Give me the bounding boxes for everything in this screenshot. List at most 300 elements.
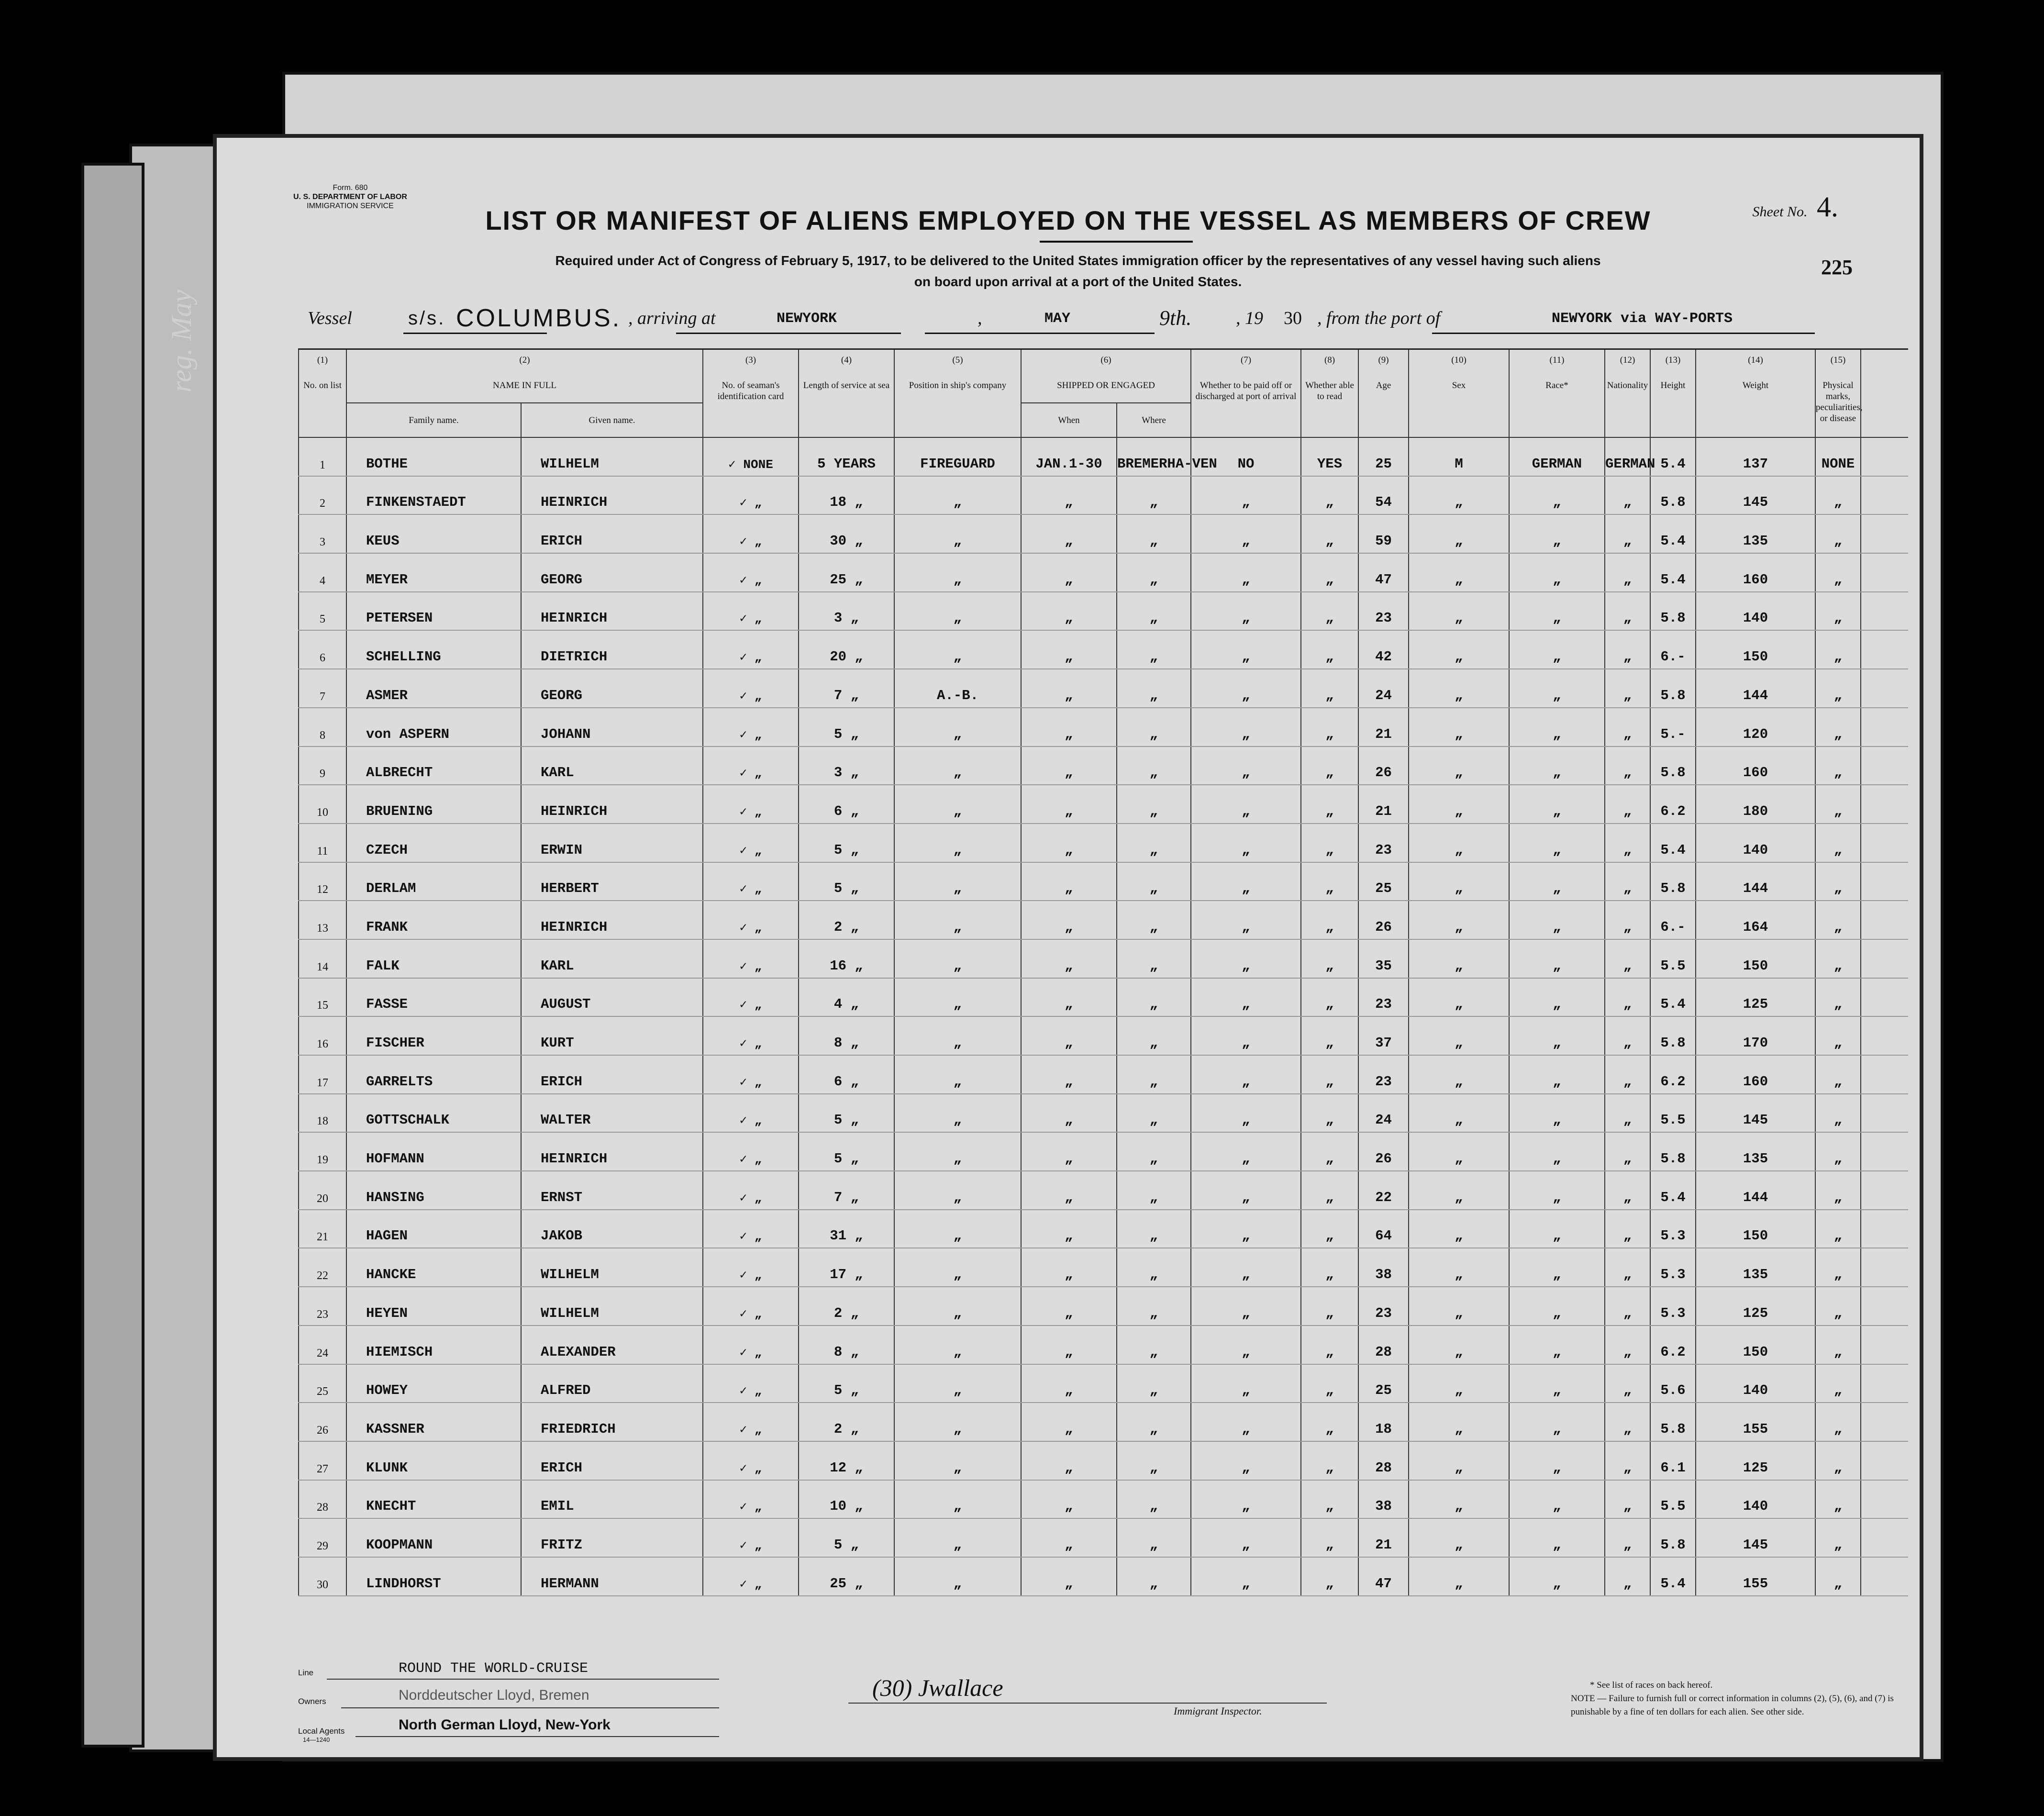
paid-off-cell: „ xyxy=(1191,1441,1301,1480)
nationality-cell: „ xyxy=(1605,1403,1650,1441)
family-name-cell: LINDHORST xyxy=(346,1557,521,1596)
nationality-cell: „ xyxy=(1605,1287,1650,1326)
shipped-when-cell: „ xyxy=(1021,939,1117,978)
height-cell: 6.- xyxy=(1650,630,1696,669)
age-cell: 22 xyxy=(1358,1171,1409,1210)
card-number-cell: ✓ „ xyxy=(703,1055,799,1094)
age-cell: 21 xyxy=(1358,708,1409,746)
position-cell: „ xyxy=(894,592,1021,631)
spare-cell xyxy=(1861,592,1908,631)
card-number-cell: ✓ „ xyxy=(703,1403,799,1441)
physical-marks-cell: „ xyxy=(1815,824,1861,862)
position-cell: „ xyxy=(894,1055,1021,1094)
shipped-when-cell: „ xyxy=(1021,708,1117,746)
sex-cell: „ xyxy=(1409,1441,1509,1480)
row-number-cell: 8 xyxy=(299,708,346,746)
card-number-cell: ✓ „ xyxy=(703,1248,799,1287)
given-name-cell: KARL xyxy=(521,746,703,785)
agents-label: Local Agents xyxy=(298,1727,345,1736)
sheet-number-value: 4. xyxy=(1817,191,1838,223)
race-cell: „ xyxy=(1509,630,1605,669)
col-header-nationality: (12) Nationality xyxy=(1605,349,1650,438)
paid-off-cell: „ xyxy=(1191,1016,1301,1055)
physical-marks-cell: „ xyxy=(1815,939,1861,978)
sex-cell: M xyxy=(1409,437,1509,476)
position-cell: „ xyxy=(894,1210,1021,1248)
shipped-where-cell: „ xyxy=(1117,746,1191,785)
subtitle-line-2: on board upon arrival at a port of the United States. xyxy=(914,274,1242,289)
card-number-cell: ✓ „ xyxy=(703,939,799,978)
position-cell: A.-B. xyxy=(894,669,1021,708)
service-length-cell: 16 „ xyxy=(799,939,894,978)
paid-off-cell: „ xyxy=(1191,978,1301,1017)
shipped-when-cell: „ xyxy=(1021,1210,1117,1248)
service: IMMIGRATION SERVICE xyxy=(307,202,394,210)
age-cell: 25 xyxy=(1358,1364,1409,1403)
spare-cell xyxy=(1861,669,1908,708)
able-to-read-cell: „ xyxy=(1301,1326,1358,1364)
physical-marks-cell: „ xyxy=(1815,901,1861,939)
race-cell: „ xyxy=(1509,1518,1605,1557)
height-cell: 6.2 xyxy=(1650,1055,1696,1094)
nationality-cell: GERMAN xyxy=(1605,437,1650,476)
race-cell: „ xyxy=(1509,1248,1605,1287)
shipped-where-cell: „ xyxy=(1117,708,1191,746)
physical-marks-cell: „ xyxy=(1815,669,1861,708)
col-header-where: Where xyxy=(1117,403,1191,437)
sex-cell: „ xyxy=(1409,1480,1509,1519)
given-name-cell: HERBERT xyxy=(521,862,703,901)
service-length-cell: 12 „ xyxy=(799,1441,894,1480)
row-number-cell: 24 xyxy=(299,1326,346,1364)
table-row xyxy=(299,746,1908,785)
family-name-cell: HANSING xyxy=(346,1171,521,1210)
service-length-cell: 5 YEARS xyxy=(799,437,894,476)
height-cell: 6.2 xyxy=(1650,1326,1696,1364)
paid-off-cell: „ xyxy=(1191,1210,1301,1248)
able-to-read-cell: „ xyxy=(1301,1132,1358,1171)
weight-cell: 140 xyxy=(1696,1480,1815,1519)
inspector-signature: (30) Jwallace xyxy=(872,1674,1003,1701)
position-cell: „ xyxy=(894,978,1021,1017)
page-title: LIST OR MANIFEST OF ALIENS EMPLOYED ON THE VESSEL AS MEMBERS OF CREW xyxy=(485,205,1651,235)
table-row xyxy=(299,1287,1908,1326)
weight-cell: 160 xyxy=(1696,553,1815,592)
line-label: Line xyxy=(298,1668,314,1677)
date-underline xyxy=(925,333,1155,334)
able-to-read-cell: „ xyxy=(1301,939,1358,978)
sex-cell: „ xyxy=(1409,1287,1509,1326)
age-cell: 25 xyxy=(1358,437,1409,476)
table-row xyxy=(299,630,1908,669)
nationality-cell: „ xyxy=(1605,1016,1650,1055)
col-header-age: (9) Age xyxy=(1358,349,1409,438)
physical-marks-cell: „ xyxy=(1815,1171,1861,1210)
given-name-cell: WALTER xyxy=(521,1094,703,1133)
able-to-read-cell: „ xyxy=(1301,514,1358,553)
age-cell: 23 xyxy=(1358,978,1409,1017)
table-row xyxy=(299,1480,1908,1519)
nationality-cell: „ xyxy=(1605,1210,1650,1248)
service-length-cell: 6 „ xyxy=(799,1055,894,1094)
race-cell: „ xyxy=(1509,1441,1605,1480)
position-cell: „ xyxy=(894,514,1021,553)
spare-cell xyxy=(1861,1403,1908,1441)
shipped-when-cell: „ xyxy=(1021,514,1117,553)
able-to-read-cell: „ xyxy=(1301,1055,1358,1094)
spare-cell xyxy=(1861,1326,1908,1364)
family-name-cell: KLUNK xyxy=(346,1441,521,1480)
age-cell: 59 xyxy=(1358,514,1409,553)
family-name-cell: FALK xyxy=(346,939,521,978)
line-underline xyxy=(327,1679,719,1680)
race-cell: „ xyxy=(1509,785,1605,824)
paid-off-cell: „ xyxy=(1191,939,1301,978)
department: U. S. DEPARTMENT OF LABOR xyxy=(293,193,407,201)
nationality-cell: „ xyxy=(1605,785,1650,824)
race-cell: „ xyxy=(1509,1364,1605,1403)
weight-cell: 125 xyxy=(1696,978,1815,1017)
position-cell: „ xyxy=(894,785,1021,824)
shipped-where-cell: „ xyxy=(1117,1326,1191,1364)
shipped-when-cell: „ xyxy=(1021,669,1117,708)
shipped-when-cell: „ xyxy=(1021,1403,1117,1441)
spare-cell xyxy=(1861,746,1908,785)
paid-off-cell: „ xyxy=(1191,824,1301,862)
sex-cell: „ xyxy=(1409,1016,1509,1055)
given-name-cell: GEORG xyxy=(521,669,703,708)
row-number-cell: 10 xyxy=(299,785,346,824)
paid-off-cell: „ xyxy=(1191,592,1301,631)
nationality-cell: „ xyxy=(1605,746,1650,785)
physical-marks-cell: „ xyxy=(1815,1055,1861,1094)
table-row xyxy=(299,1055,1908,1094)
age-cell: 23 xyxy=(1358,592,1409,631)
height-cell: 5.8 xyxy=(1650,862,1696,901)
nationality-cell: „ xyxy=(1605,1094,1650,1133)
footer xyxy=(298,1660,1894,1750)
given-name-cell: WILHELM xyxy=(521,1248,703,1287)
manifest-sheet xyxy=(213,134,1923,1761)
col-header-spare xyxy=(1861,349,1908,438)
given-name-cell: HEINRICH xyxy=(521,592,703,631)
weight-cell: 150 xyxy=(1696,1210,1815,1248)
shipped-when-cell: „ xyxy=(1021,746,1117,785)
family-name-cell: FISCHER xyxy=(346,1016,521,1055)
height-cell: 5.3 xyxy=(1650,1287,1696,1326)
shipped-where-cell: „ xyxy=(1117,1557,1191,1596)
vessel-label: Vessel xyxy=(308,308,352,328)
age-cell: 23 xyxy=(1358,1287,1409,1326)
family-name-cell: BRUENING xyxy=(346,785,521,824)
nationality-cell: „ xyxy=(1605,862,1650,901)
physical-marks-cell: „ xyxy=(1815,592,1861,631)
col-header-service: (4) Length of service at sea xyxy=(799,349,894,438)
height-cell: 5.8 xyxy=(1650,1403,1696,1441)
service-length-cell: 2 „ xyxy=(799,1287,894,1326)
able-to-read-cell: „ xyxy=(1301,1287,1358,1326)
agents-underline xyxy=(355,1736,719,1737)
card-number-cell: ✓ „ xyxy=(703,1364,799,1403)
service-length-cell: 10 „ xyxy=(799,1480,894,1519)
able-to-read-cell: „ xyxy=(1301,785,1358,824)
weight-cell: 145 xyxy=(1696,1094,1815,1133)
race-cell: „ xyxy=(1509,1132,1605,1171)
given-name-cell: HERMANN xyxy=(521,1557,703,1596)
spare-cell xyxy=(1861,1055,1908,1094)
race-cell: „ xyxy=(1509,824,1605,862)
race-cell: „ xyxy=(1509,901,1605,939)
weight-cell: 125 xyxy=(1696,1441,1815,1480)
physical-marks-cell: „ xyxy=(1815,1094,1861,1133)
row-number-cell: 7 xyxy=(299,669,346,708)
position-cell: FIREGUARD xyxy=(894,437,1021,476)
physical-marks-cell: „ xyxy=(1815,630,1861,669)
card-number-cell: ✓ NONE xyxy=(703,437,799,476)
margin-note: reg. May xyxy=(166,290,197,392)
height-cell: 5.8 xyxy=(1650,592,1696,631)
paid-off-cell: „ xyxy=(1191,1518,1301,1557)
col-header-marks: (15) Physical marks, peculiarities, or disease xyxy=(1815,349,1861,438)
able-to-read-cell: „ xyxy=(1301,1557,1358,1596)
able-to-read-cell: „ xyxy=(1301,862,1358,901)
able-to-read-cell: „ xyxy=(1301,746,1358,785)
position-cell: „ xyxy=(894,1364,1021,1403)
table-row xyxy=(299,592,1908,631)
physical-marks-cell: NONE xyxy=(1815,437,1861,476)
age-cell: 25 xyxy=(1358,862,1409,901)
paid-off-cell: „ xyxy=(1191,553,1301,592)
height-cell: 5.4 xyxy=(1650,1557,1696,1596)
nationality-cell: „ xyxy=(1605,1480,1650,1519)
col-header-read: (8) Whether able to read xyxy=(1301,349,1358,438)
shipped-when-cell: „ xyxy=(1021,1171,1117,1210)
nationality-cell: „ xyxy=(1605,553,1650,592)
row-number-cell: 18 xyxy=(299,1094,346,1133)
height-cell: 5.3 xyxy=(1650,1210,1696,1248)
service-length-cell: 20 „ xyxy=(799,630,894,669)
shipped-where-cell: „ xyxy=(1117,978,1191,1017)
able-to-read-cell: „ xyxy=(1301,553,1358,592)
age-cell: 38 xyxy=(1358,1480,1409,1519)
table-row xyxy=(299,476,1908,515)
able-to-read-cell: „ xyxy=(1301,476,1358,515)
paid-off-cell: „ xyxy=(1191,1287,1301,1326)
age-cell: 28 xyxy=(1358,1326,1409,1364)
title-rule xyxy=(1040,241,1193,243)
card-number-cell: ✓ „ xyxy=(703,1557,799,1596)
given-name-cell: HEINRICH xyxy=(521,901,703,939)
physical-marks-cell: „ xyxy=(1815,1248,1861,1287)
weight-cell: 155 xyxy=(1696,1403,1815,1441)
race-cell: „ xyxy=(1509,1403,1605,1441)
service-length-cell: 8 „ xyxy=(799,1016,894,1055)
spare-cell xyxy=(1861,1287,1908,1326)
given-name-cell: KARL xyxy=(521,939,703,978)
spare-cell xyxy=(1861,1557,1908,1596)
table-row xyxy=(299,1248,1908,1287)
weight-cell: 160 xyxy=(1696,1055,1815,1094)
age-cell: 37 xyxy=(1358,1016,1409,1055)
position-cell: „ xyxy=(894,901,1021,939)
sex-cell: „ xyxy=(1409,785,1509,824)
able-to-read-cell: „ xyxy=(1301,1518,1358,1557)
physical-marks-cell: „ xyxy=(1815,1287,1861,1326)
weight-cell: 170 xyxy=(1696,1016,1815,1055)
shipped-where-cell: „ xyxy=(1117,1210,1191,1248)
sex-cell: „ xyxy=(1409,1210,1509,1248)
nationality-cell: „ xyxy=(1605,1055,1650,1094)
paid-off-cell: „ xyxy=(1191,785,1301,824)
shipped-where-cell: „ xyxy=(1117,1287,1191,1326)
height-cell: 5.5 xyxy=(1650,1480,1696,1519)
race-cell: „ xyxy=(1509,592,1605,631)
height-cell: 5.6 xyxy=(1650,1364,1696,1403)
physical-marks-cell: „ xyxy=(1815,708,1861,746)
col-header-paid-off: (7) Whether to be paid off or discharged at port of arrival xyxy=(1191,349,1301,438)
voyage-line xyxy=(293,304,1853,336)
card-number-cell: ✓ „ xyxy=(703,1094,799,1133)
given-name-cell: JOHANN xyxy=(521,708,703,746)
card-number-cell: ✓ „ xyxy=(703,669,799,708)
owners-label: Owners xyxy=(298,1697,326,1706)
shipped-when-cell: „ xyxy=(1021,1287,1117,1326)
row-number-cell: 2 xyxy=(299,476,346,515)
race-cell: „ xyxy=(1509,862,1605,901)
race-cell: „ xyxy=(1509,708,1605,746)
shipped-when-cell: „ xyxy=(1021,785,1117,824)
height-cell: 5.8 xyxy=(1650,476,1696,515)
service-length-cell: 17 „ xyxy=(799,1248,894,1287)
card-number-cell: ✓ „ xyxy=(703,901,799,939)
given-name-cell: AUGUST xyxy=(521,978,703,1017)
shipped-where-cell: „ xyxy=(1117,1403,1191,1441)
family-name-cell: KNECHT xyxy=(346,1480,521,1519)
age-cell: 26 xyxy=(1358,746,1409,785)
page-number: 225 xyxy=(1821,256,1853,279)
weight-cell: 125 xyxy=(1696,1287,1815,1326)
position-cell: „ xyxy=(894,1557,1021,1596)
sex-cell: „ xyxy=(1409,1248,1509,1287)
position-cell: „ xyxy=(894,1171,1021,1210)
shipped-when-cell: „ xyxy=(1021,1557,1117,1596)
able-to-read-cell: „ xyxy=(1301,1094,1358,1133)
given-name-cell: EMIL xyxy=(521,1480,703,1519)
race-cell: „ xyxy=(1509,553,1605,592)
shipped-when-cell: „ xyxy=(1021,476,1117,515)
nationality-cell: „ xyxy=(1605,978,1650,1017)
sex-cell: „ xyxy=(1409,1518,1509,1557)
height-cell: 5.8 xyxy=(1650,1518,1696,1557)
given-name-cell: KURT xyxy=(521,1016,703,1055)
shipped-when-cell: „ xyxy=(1021,1326,1117,1364)
position-cell: „ xyxy=(894,1403,1021,1441)
sex-cell: „ xyxy=(1409,978,1509,1017)
family-name-cell: SCHELLING xyxy=(346,630,521,669)
able-to-read-cell: „ xyxy=(1301,1480,1358,1519)
given-name-cell: FRITZ xyxy=(521,1518,703,1557)
nationality-cell: „ xyxy=(1605,708,1650,746)
spare-cell xyxy=(1861,514,1908,553)
paid-off-cell: „ xyxy=(1191,476,1301,515)
card-number-cell: ✓ „ xyxy=(703,824,799,862)
weight-cell: 160 xyxy=(1696,746,1815,785)
year-suffix: 30 xyxy=(1284,308,1302,328)
shipped-where-cell: „ xyxy=(1117,1518,1191,1557)
spare-cell xyxy=(1861,1210,1908,1248)
race-cell: „ xyxy=(1509,476,1605,515)
able-to-read-cell: „ xyxy=(1301,630,1358,669)
card-number-cell: ✓ „ xyxy=(703,746,799,785)
paid-off-cell: „ xyxy=(1191,1094,1301,1133)
nationality-cell: „ xyxy=(1605,1441,1650,1480)
race-cell: „ xyxy=(1509,939,1605,978)
row-number-cell: 27 xyxy=(299,1441,346,1480)
table-row xyxy=(299,824,1908,862)
service-length-cell: 7 „ xyxy=(799,669,894,708)
family-name-cell: DERLAM xyxy=(346,862,521,901)
given-name-cell: HEINRICH xyxy=(521,785,703,824)
race-cell: „ xyxy=(1509,1210,1605,1248)
races-note: * See list of races on back hereof. xyxy=(1590,1680,1713,1690)
nationality-cell: „ xyxy=(1605,630,1650,669)
given-name-cell: ERICH xyxy=(521,1441,703,1480)
age-cell: 26 xyxy=(1358,1132,1409,1171)
paid-off-cell: „ xyxy=(1191,514,1301,553)
shipped-where-cell: „ xyxy=(1117,785,1191,824)
spare-cell xyxy=(1861,630,1908,669)
race-cell: „ xyxy=(1509,978,1605,1017)
physical-marks-cell: „ xyxy=(1815,1132,1861,1171)
shipped-where-cell: „ xyxy=(1117,669,1191,708)
service-length-cell: 2 „ xyxy=(799,1403,894,1441)
col-header-race: (11) Race* xyxy=(1509,349,1605,438)
height-cell: 5.5 xyxy=(1650,1094,1696,1133)
row-number-cell: 25 xyxy=(299,1364,346,1403)
able-to-read-cell: YES xyxy=(1301,437,1358,476)
age-cell: 21 xyxy=(1358,1518,1409,1557)
given-name-cell: WILHELM xyxy=(521,437,703,476)
given-name-cell: FRIEDRICH xyxy=(521,1403,703,1441)
shipped-when-cell: „ xyxy=(1021,1016,1117,1055)
arriving-label: , arriving at xyxy=(628,308,716,328)
day: 9th. xyxy=(1159,306,1192,330)
nationality-cell: „ xyxy=(1605,1326,1650,1364)
penalty-note: NOTE — Failure to furnish full or correct information in columns (2), (5), (6), and (7) is punishable by a fine of ten dollars for each alien. See other side. xyxy=(1571,1693,1894,1717)
card-number-cell: ✓ „ xyxy=(703,1287,799,1326)
col-header-height: (13) Height xyxy=(1650,349,1696,438)
family-name-cell: ASMER xyxy=(346,669,521,708)
sex-cell: „ xyxy=(1409,1132,1509,1171)
age-cell: 23 xyxy=(1358,1055,1409,1094)
vessel-underline xyxy=(403,333,547,334)
col-header-shipped: (6) SHIPPED OR ENGAGED xyxy=(1021,349,1191,403)
position-cell: „ xyxy=(894,630,1021,669)
service-length-cell: 4 „ xyxy=(799,978,894,1017)
weight-cell: 145 xyxy=(1696,476,1815,515)
paid-off-cell: „ xyxy=(1191,862,1301,901)
position-cell: „ xyxy=(894,746,1021,785)
row-number-cell: 5 xyxy=(299,592,346,631)
position-cell: „ xyxy=(894,1287,1021,1326)
physical-marks-cell: „ xyxy=(1815,476,1861,515)
family-name-cell: HANCKE xyxy=(346,1248,521,1287)
weight-cell: 140 xyxy=(1696,1364,1815,1403)
table-row xyxy=(299,1132,1908,1171)
col-header-position: (5) Position in ship's company xyxy=(894,349,1021,438)
sex-cell: „ xyxy=(1409,1055,1509,1094)
sex-cell: „ xyxy=(1409,1557,1509,1596)
